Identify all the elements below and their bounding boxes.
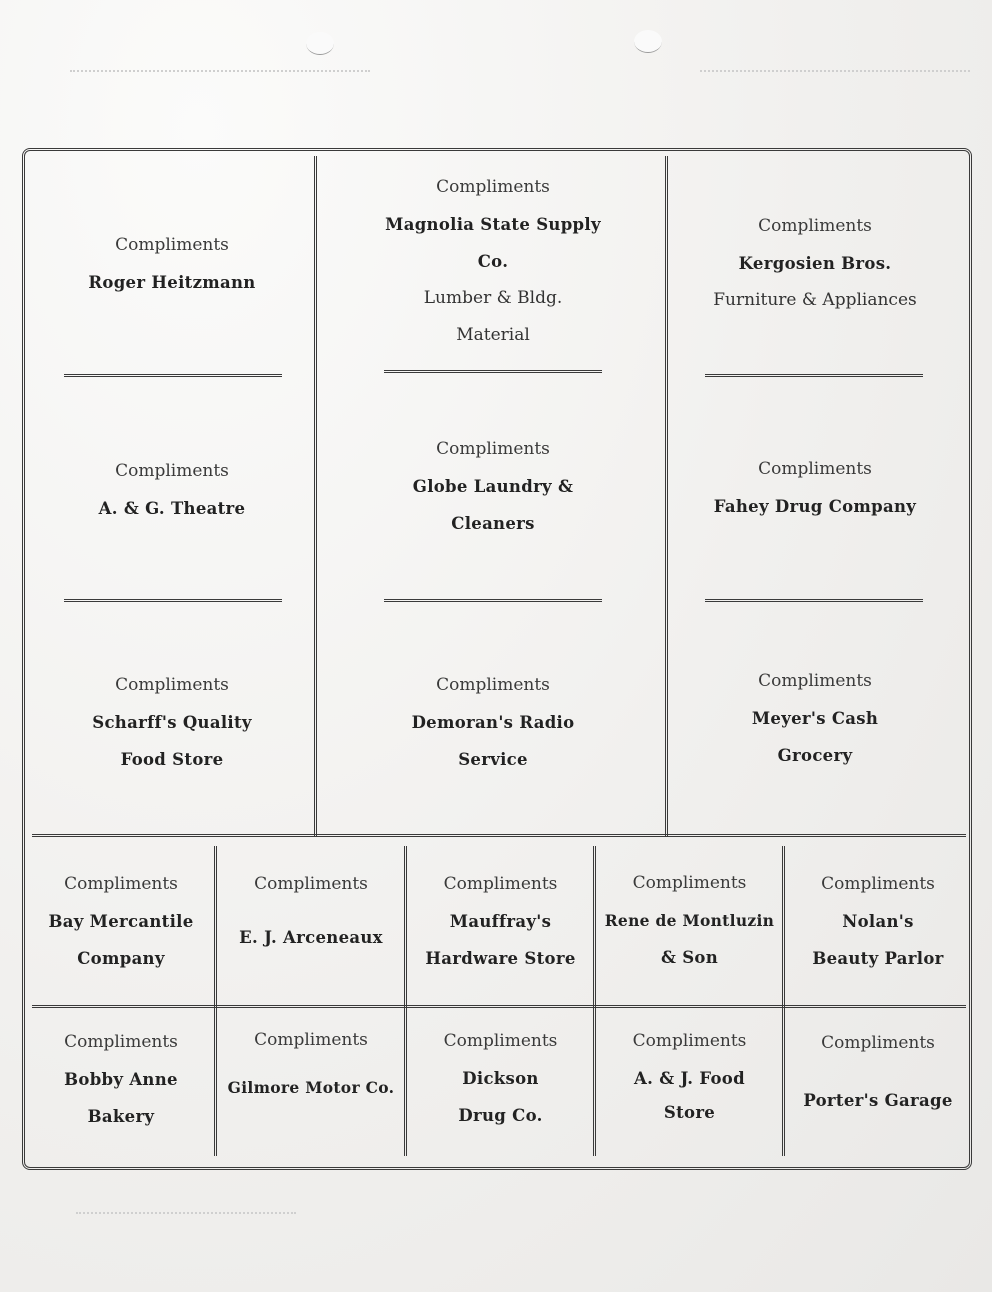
- ad-gilmore-motor: [219, 1022, 403, 1106]
- ad-name: Mauffray's: [449, 912, 552, 931]
- ad-name: Bay Mercantile: [48, 912, 194, 931]
- ad-name: Porter's Garage: [803, 1091, 953, 1110]
- ad-name: Store: [663, 1103, 716, 1122]
- ad-name: Scharff's Quality: [92, 713, 252, 732]
- ad-name: Demoran's Radio: [411, 713, 575, 732]
- ad-separator: [384, 599, 602, 602]
- ad-kergosien-bros: [672, 208, 958, 319]
- ad-name: Nolan's: [842, 912, 914, 931]
- ad-name: E. J. Arceneaux: [239, 928, 383, 947]
- row-divider: [32, 1005, 966, 1008]
- ad-rene-de-montluzin: [598, 865, 781, 976]
- ad-lead: Compliments: [436, 439, 550, 459]
- faint-dotted-mark: [76, 1212, 296, 1219]
- ad-lead: Compliments: [821, 1033, 935, 1053]
- ad-ej-arceneaux: [219, 866, 403, 956]
- ad-name: Bakery: [87, 1107, 155, 1126]
- ad-name: Meyer's Cash: [751, 709, 879, 728]
- faint-dotted-mark: [70, 70, 370, 77]
- column-divider: [314, 156, 317, 836]
- ad-lead: Compliments: [758, 216, 872, 236]
- ad-lead: Compliments: [254, 1030, 368, 1050]
- ad-porters-garage: [787, 1025, 969, 1119]
- ad-lead: Compliments: [821, 874, 935, 894]
- ad-detail: Material: [456, 325, 530, 345]
- ad-name: Food Store: [120, 750, 224, 769]
- ad-roger-heitzmann: [32, 227, 312, 301]
- ad-bay-mercantile: [30, 866, 212, 977]
- ad-name: Magnolia State Supply: [385, 215, 601, 234]
- ad-name: Rene de Montluzin: [604, 911, 775, 930]
- ad-name: Gilmore Motor Co.: [227, 1078, 395, 1097]
- ad-lead: Compliments: [115, 461, 229, 481]
- ad-separator: [705, 599, 923, 602]
- ad-name: Fahey Drug Company: [713, 497, 917, 516]
- ad-lead: Compliments: [115, 675, 229, 695]
- ad-name: A. & G. Theatre: [98, 499, 246, 518]
- column-divider: [214, 846, 217, 1156]
- punch-hole-left: [306, 32, 334, 55]
- ad-lead: Compliments: [443, 874, 558, 894]
- ad-lead: Compliments: [436, 177, 550, 197]
- ad-ag-theatre: [32, 453, 312, 527]
- ad-separator: [64, 374, 282, 377]
- ad-scharffs-quality: [32, 667, 312, 778]
- ad-detail: Furniture & Appliances: [713, 290, 917, 310]
- ad-name: Dickson: [462, 1069, 539, 1088]
- ad-separator: [64, 599, 282, 602]
- ad-name: Hardware Store: [425, 949, 576, 968]
- ad-name: Bobby Anne: [64, 1070, 178, 1089]
- column-divider: [593, 846, 596, 1156]
- ad-lead: Compliments: [436, 675, 550, 695]
- ad-meyers-cash: [672, 663, 958, 774]
- ad-demorans-radio: [320, 667, 666, 778]
- ad-mauffrays-hardware: [409, 866, 592, 977]
- ad-lead: Compliments: [115, 235, 229, 255]
- ad-name: Drug Co.: [458, 1106, 543, 1125]
- column-divider: [404, 846, 407, 1156]
- ad-separator: [705, 374, 923, 377]
- ad-lead: Compliments: [443, 1031, 558, 1051]
- ad-dickson-drug: [409, 1023, 592, 1134]
- ad-name: A. & J. Food: [634, 1069, 745, 1088]
- ad-separator: [384, 370, 602, 373]
- ad-aj-food-store: [598, 1023, 781, 1131]
- column-divider: [782, 846, 785, 1156]
- faint-dotted-mark: [700, 70, 970, 77]
- ad-lead: Compliments: [758, 671, 872, 691]
- ad-lead: Compliments: [64, 874, 178, 894]
- ad-lead: Compliments: [632, 873, 747, 893]
- ad-name: Grocery: [777, 746, 853, 765]
- ad-lead: Compliments: [632, 1031, 747, 1051]
- ad-lead: Compliments: [254, 874, 368, 894]
- ad-lead: Compliments: [64, 1032, 178, 1052]
- ad-globe-laundry: [320, 431, 666, 542]
- ad-name: Company: [77, 949, 165, 968]
- ad-name: Kergosien Bros.: [738, 254, 892, 273]
- ad-name: Beauty Parlor: [812, 949, 944, 968]
- ad-lead: Compliments: [758, 459, 872, 479]
- ad-name: Cleaners: [451, 514, 535, 533]
- ad-bobby-anne-bakery: [30, 1024, 212, 1135]
- ad-name: Globe Laundry &: [412, 477, 574, 496]
- ad-nolans-beauty-parlor: [787, 866, 969, 977]
- ad-name: Service: [458, 750, 528, 769]
- section-divider: [32, 834, 966, 837]
- ad-fahey-drug: [672, 451, 958, 525]
- ad-name: Roger Heitzmann: [88, 273, 256, 292]
- ad-name: & Son: [660, 948, 719, 967]
- ad-magnolia-state-supply: [320, 169, 666, 354]
- ad-detail: Lumber & Bldg.: [423, 288, 563, 308]
- ad-name: Co.: [477, 252, 509, 271]
- punch-hole-right: [634, 30, 662, 53]
